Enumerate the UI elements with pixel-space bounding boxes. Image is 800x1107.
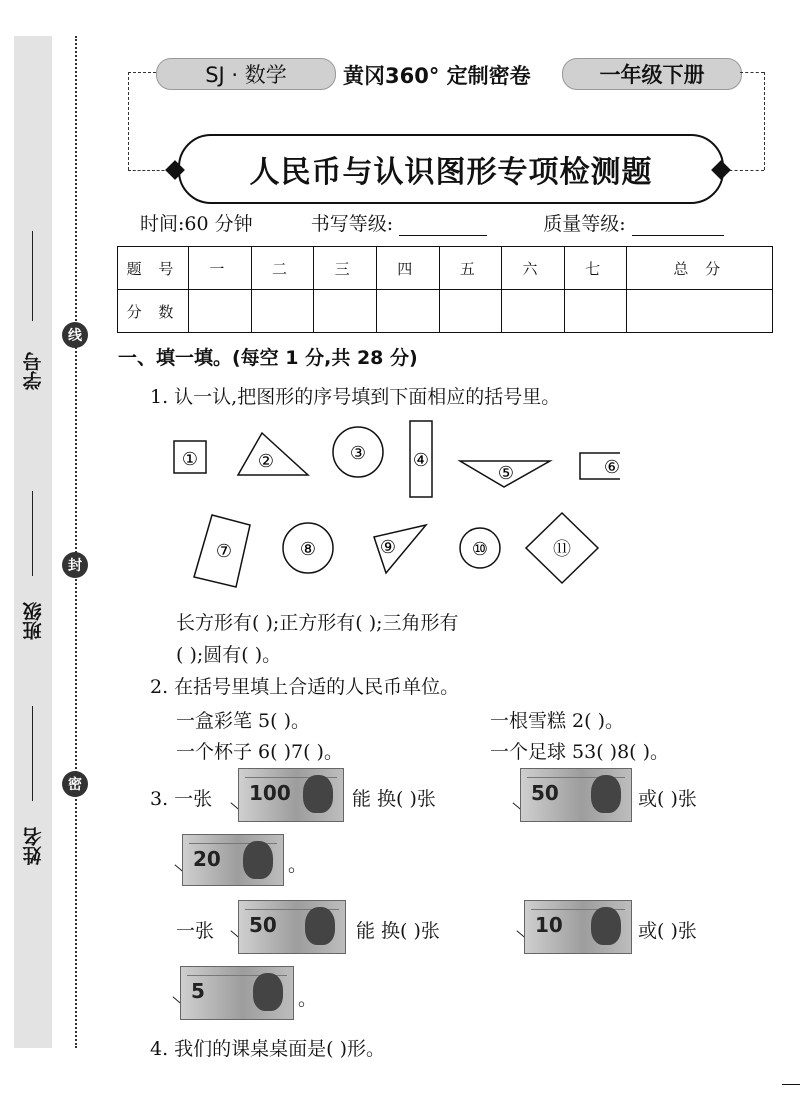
page-title: 人民币与认识图形专项检测题: [178, 134, 724, 204]
shape-2: [238, 433, 308, 475]
shapes-figure: [160, 415, 620, 595]
shape-8: [283, 523, 333, 573]
section-title: 一、填一填。(每空 1 分,共 28 分): [118, 347, 418, 369]
table-cell-column: 六: [502, 247, 565, 290]
score-input-cell[interactable]: [439, 290, 502, 333]
banknote-20-value: 20: [193, 847, 221, 871]
class-label: 班级: [22, 602, 45, 640]
score-input-cell[interactable]: [627, 290, 773, 333]
time-text: 时间:60 分钟: [140, 213, 253, 235]
frame-dash: [764, 72, 765, 170]
shape-4: [410, 421, 432, 497]
table-row: [118, 290, 773, 333]
frame-dash: [740, 72, 764, 73]
banknote-100-value: 100: [249, 781, 291, 805]
banknote-10-value: 10: [535, 913, 563, 937]
banknote-50-second-value: 50: [249, 913, 277, 937]
writing-grade-field[interactable]: [399, 235, 487, 236]
question-3-row-3-end[interactable]: 或( )张: [638, 920, 697, 942]
question-3-row-4-end: 。: [298, 988, 318, 1010]
seal-secret: 密: [62, 771, 88, 797]
score-input-cell[interactable]: [564, 290, 627, 333]
class-field[interactable]: [32, 491, 33, 576]
info-row: [140, 209, 760, 236]
score-input-cell[interactable]: [189, 290, 252, 333]
question-1-prompt: 1. 认一认,把图形的序号填到下面相应的括号里。: [150, 386, 561, 408]
seal-seal: 封: [62, 552, 88, 578]
frame-dash: [128, 72, 129, 170]
question-1-answer-line-2[interactable]: ( );圆有( )。: [176, 644, 282, 666]
shape-6: [580, 453, 620, 479]
question-2-prompt: 2. 在括号里填上合适的人民币单位。: [150, 676, 460, 698]
corner-mark: [782, 1084, 800, 1085]
question-3-row-3-mid[interactable]: 能 换( )张: [356, 920, 440, 942]
student-id-field[interactable]: [32, 231, 33, 321]
binding-strip: [14, 36, 52, 1048]
quality-grade-label: 质量等级:: [543, 213, 626, 235]
writing-grade-label: 书写等级:: [310, 213, 394, 235]
name-label: 姓名: [22, 827, 45, 865]
shape-4-label: ④: [412, 450, 430, 471]
question-2-item-d[interactable]: 一个足球 53( )8( )。: [490, 741, 670, 763]
table-cell-column: 四: [376, 247, 439, 290]
table-cell-column: 五: [439, 247, 502, 290]
shape-1: [174, 441, 206, 473]
shape-9: [374, 525, 426, 573]
table-row: [118, 247, 773, 290]
shape-3: [333, 427, 383, 477]
question-3-row-1-start: 3. 一张: [150, 788, 213, 810]
score-input-cell[interactable]: [376, 290, 439, 333]
table-cell-column: 总 分: [627, 247, 773, 290]
seal-line: 线: [62, 322, 88, 348]
banknote-20: [182, 834, 284, 886]
shape-11-label: ⑪: [553, 539, 571, 560]
shape-8-label: ⑧: [299, 539, 317, 560]
banknote-50: [520, 768, 632, 822]
question-1-answer-line-1[interactable]: 长方形有( );正方形有( );三角形有: [176, 612, 459, 634]
table-cell-column: 三: [314, 247, 377, 290]
student-id-label: 学号: [22, 352, 45, 390]
question-3-row-3-start: 一张: [176, 920, 215, 942]
question-2-item-b[interactable]: 一根雪糕 2( )。: [490, 710, 624, 732]
shape-10: [460, 528, 500, 568]
shape-7-label: ⑦: [215, 541, 233, 562]
score-input-cell[interactable]: [502, 290, 565, 333]
question-4-prompt[interactable]: 4. 我们的课桌桌面是( )形。: [150, 1038, 386, 1060]
shape-2-label: ②: [257, 451, 275, 472]
quality-grade-field[interactable]: [632, 235, 724, 236]
name-field[interactable]: [32, 706, 33, 801]
frame-dash: [128, 72, 156, 73]
banknote-5-value: 5: [191, 979, 205, 1003]
score-table: [117, 246, 773, 333]
banknote-10: [524, 900, 632, 954]
fold-line: [75, 36, 77, 1048]
table-cell-column: 一: [189, 247, 252, 290]
table-cell-column: 七: [564, 247, 627, 290]
grade-pill: 一年级下册: [562, 58, 742, 90]
shape-9-label: ⑨: [379, 537, 397, 558]
banknote-5: [180, 966, 294, 1020]
banknote-50-second: [238, 900, 346, 954]
table-cell-column: 二: [251, 247, 314, 290]
question-3-row-1-mid[interactable]: 能 换( )张: [352, 788, 436, 810]
shape-3-label: ③: [349, 443, 367, 464]
table-cell-header-label: 题 号: [118, 247, 189, 290]
score-input-cell[interactable]: [314, 290, 377, 333]
subject-pill: SJ · 数学: [156, 58, 336, 90]
shape-1-label: ①: [181, 449, 199, 470]
brand-text: 黄冈360° 定制密卷: [343, 64, 531, 88]
shape-5: [460, 461, 550, 487]
question-3-row-2-end: 。: [288, 854, 308, 876]
shape-7: [194, 515, 250, 587]
banknote-100: [238, 768, 344, 822]
question-2-item-a[interactable]: 一盒彩笔 5( )。: [176, 710, 310, 732]
banknote-50-value: 50: [531, 781, 559, 805]
table-cell-score-label: 分 数: [118, 290, 189, 333]
question-2-item-c[interactable]: 一个杯子 6( )7( )。: [176, 741, 343, 763]
shape-10-label: ⑩: [471, 539, 489, 560]
question-3-row-1-end[interactable]: 或( )张: [638, 788, 697, 810]
shape-6-label: ⑥: [603, 457, 620, 478]
score-input-cell[interactable]: [251, 290, 314, 333]
shape-5-label: ⑤: [497, 463, 515, 484]
shape-11: [526, 513, 598, 583]
